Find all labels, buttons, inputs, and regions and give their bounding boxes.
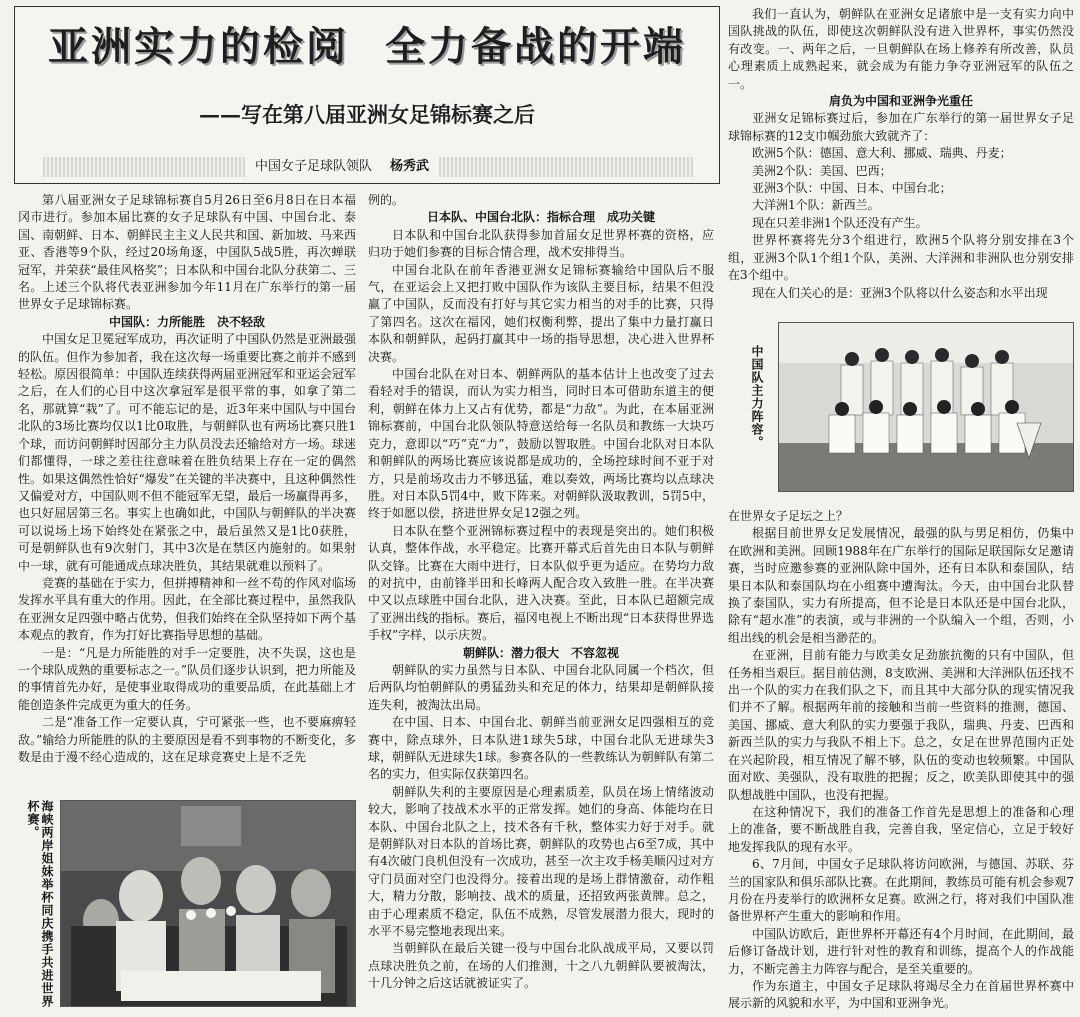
photo-team-image	[779, 323, 1074, 492]
article-column-2	[368, 192, 714, 993]
list-item: 亚洲3个队：中国、日本、中国台北；	[752, 181, 952, 196]
article-column-3-top	[728, 6, 1074, 302]
paragraph: 亚洲女足锦标赛过后，参加在广东举行的第一届世界女子足球锦标赛的12支巾帼劲旅大致就齐了：	[728, 111, 1074, 143]
subtitle: ——写在第八届亚洲女足锦标赛之后	[199, 102, 535, 127]
paragraph: 在这种情况下，我们的准备工作首先是思想上的准备和心理上的准备，要不断战胜自我，完善自我，坚定信心，立足于较好地发挥我队的现有水平。	[728, 804, 1074, 854]
paragraph: 我们一直认为，朝鲜队在亚洲女足诸旅中是一支有实力向中国队挑战的队伍，即使这次朝鲜队没有进入世界杯，事实仍然没有改变。一、两年之后，一旦朝鲜队在场上修养有所改善，队员心理素质上成熟起来，就会成为有能力争夺亚洲冠军的队伍之一。	[728, 7, 1074, 91]
paragraph: 朝鲜队的实力虽然与日本队、中国台北队同属一个档次，但后两队均怕朝鲜队的勇猛劲头和充足的体力，结果却是朝鲜队接连失利，被淘汰出局。	[368, 662, 714, 712]
paragraph: 中国台北队在前年香港亚洲女足锦标赛输给中国队后不服气，在亚运会上又把打败中国队作为该队主要目标，结果不但没赢了中国队，反而没有打好与其它实力相当的对手的比赛，只得了第四名。这次在福冈，她们权衡利弊，提出了集中力量打赢日本队和朝鲜队，起码打赢其中一场的指导思想，决心进入世界杯决赛。	[368, 262, 714, 364]
paragraph: 中国女足卫冕冠军成功，再次证明了中国队仍然是亚洲最强的队伍。但作为参加者，我在这次每一场重要比赛之前并不感到轻松。原因很简单：中国队连续获得两届亚洲冠军和亚运会冠军之后，在人们的心目中这次拿冠军是很平常的事，如拿了第二名，那就算“栽”了。可不能忘记的是，近3年来中国队与中国台北队的3场比赛均仅以1比0取胜，与朝鲜队也有两场比赛只胜1个球，而访问朝鲜时因部分主力队员没去还输给对方一场。球迷们都懂得，一球之差往往意味着在胜负结果上存在一定的偶然性。如果这偶然性恰好“爆发”在关键的半决赛中，且这种偶然性又偏爱对方，中国队则不但不能冠军无望，最后一场赢得再多，也只好屈居第三名。事实上也确如此，中国队与朝鲜队的半决赛可以说场上场下始终处在紧张之中，最后虽然又是1比0获胜，可是朝鲜队也有9次射门，其中3次是在禁区内施射的。如果射中一球，就有可能通成点球决胜负，其结果就难以预料了。	[18, 332, 356, 573]
paragraph: 例的。	[368, 193, 405, 207]
section-heading-japan-taipei: 日本队、中国台北队：指标合理 成功关键	[426, 210, 655, 225]
paragraph: 现在人们关心的是：亚洲3个队将以什么姿态和水平出现	[752, 285, 1048, 300]
headline-box	[14, 6, 720, 184]
paragraph: 作为东道主，中国女子足球队将竭尽全力在首届世界杯赛中展示新的风貌和水平，为中国和亚洲争光。	[728, 978, 1074, 1011]
paragraph: 根据目前世界女足发展情况，最强的队与男足相仿，仍集中在欧洲和美洲。回顾1988年在广东举行的国际足联国际女足邀请赛，当时应邀参赛的亚洲队除中国外，还有日本队和泰国队，结果日本队和泰国队均在小组赛中遭淘汰。今天，由中国台北队替换了泰国队，实力有所提高，但不论是日本队还是中国台北队，除有“超水准”的表演，或与非洲的一个队编入一个组，否则，小组出线的机会是相当渺茫的。	[728, 526, 1074, 645]
paragraph: 日本队在整个亚洲锦标赛过程中的表现是突出的。她们积极认真，整体作战，水平稳定。比赛开幕式后首先由日本队与朝鲜队交锋。比赛在大雨中进行，日本队似乎更为适应。在势均力敌的对抗中，由前锋半田和长峰两人配合攻入致胜一胜。在半决赛中又以点球胜中国台北队，进入决赛。至此，日本队已超额完成了亚洲出线的指标。赛后，福冈电视上不断出现“日本获得世界选手权”字样，以示庆贺。	[368, 523, 714, 643]
paragraph: 二是“准备工作一定要认真，宁可紧张一些，也不要麻痹轻敌。”输给力所能胜的队的主要原因是看不到事物的不断变化，多数是由于漫不经心造成的，这在足球竞赛史上是不乏先	[18, 715, 356, 764]
paragraph: 竞赛的基础在于实力，但拼搏精神和一丝不苟的作风对临场发挥水平具有重大的作用。因此，在全部比赛过程中，虽然我队在亚洲女足四强中略占优势，但我们始终在全队坚持如下两个基本观点的教育，作为打好比赛指导思想的基础。	[18, 575, 356, 643]
team-list	[728, 145, 1074, 232]
section-heading-honor: 肩负为中国和亚洲争光重任	[828, 94, 973, 109]
photo-caption-toast: 海峡两岸姐妹举杯同庆携手共进世界杯赛。	[26, 800, 54, 1008]
paragraph: 中国队访欧后，距世界杯开幕还有4个月时间，在此期间，最后修订备战计划，进行针对性的教育和训练，提高个人的作战能力，不断完善主力阵容与配合，是至关重要的。	[728, 926, 1074, 976]
paragraph: 6、7月间，中国女子足球队将访问欧洲，与德国、苏联、芬兰的国家队和俱乐部队比赛。在此期间，教练员可能有机会参观7月份在丹麦举行的欧洲杯女足赛。欧洲之行，将对我们中国队准备世界杯产生重大的影响和作用。	[728, 857, 1074, 924]
main-title-part1: 亚洲实力的检阅	[48, 24, 349, 70]
byline	[245, 157, 439, 177]
paragraph: 第八届亚洲女子足球锦标赛自5月26日至6月8日在日本福冈市进行。参加本届比赛的女子足球队有中国、中国台北、泰国、南朝鲜、日本、朝鲜民主主义人民共和国、新加坡、马来西亚、香港等9个队，经过20场角逐，中国队5战5胜，再次蝉联冠军，并荣获“最佳风格奖”；日本队和中国台北队分获第二、三名。上述三个队将代表亚洲参加今年11月在广东举行的第一届世界女子足球锦标赛。	[18, 193, 356, 312]
byline-author: 杨秀武	[390, 159, 430, 174]
paragraph: 一是：“凡是力所能胜的对手一定要胜，决不失误，这也是一个球队成熟的重要标志之一。”队员们逐步认识到，把力所能及的事情首先办好，是使事业取得成功的重要品质，在此基础上才能创造条件完成更为重大的任务。	[18, 645, 356, 712]
list-item: 大洋洲1个队：新西兰。	[752, 198, 880, 213]
paragraph: 日本队和中国台北队获得参加首届女足世界杯赛的资格，应归功于她们参赛的目标合情合理，战术安排得当。	[368, 227, 714, 260]
list-item: 欧洲5个队：德国、意大利、挪威、瑞典、丹麦；	[752, 146, 1012, 161]
paragraph: 朝鲜队失利的主要原因是心理素质差，队员在场上情绪波动较大，影响了技战术水平的正常发挥。她们的身高、体能均在日本队、中国台北队之上，技术各有千秋，整体实力好于对手。就是朝鲜队对日本队的首场比赛，朝鲜队的攻势也占6至7成，其中有4次破门良机但没有一次成功，甚至一次主攻手杨美顺闪过对方守门员面对空门也没得分。接着出现的是场上群情激奋，动作粗大，精力分散，影响技、战术的质量，还招致两张黄牌。总之，由于心理素质不稳定，队伍不成熟，尽管发展潜力很大，现时的水平不易完整地表现出来。	[368, 784, 714, 939]
paragraph: 中国台北队在对日本、朝鲜两队的基本估计上也改变了过去看轻对手的错误，而认为实力相当，同时日本可借助东道主的便利，朝鲜在体力上又占有优势，都是“力敌”。为此，在本届亚洲锦标赛前，中国台北队领队特意送给每一名队员和教练一大块巧克力，意即以“巧”克“力”，鼓励以智取胜。中国台北队对日本队和朝鲜队的两场比赛应该说都是成功的，全场控球时间不亚于对方，只是前场攻击力不够迅猛，难以奏效，两场比赛均以点球决胜。对日本队5罚4中，败下阵来。对朝鲜队汲取教训，5罚5中，终于如愿以偿，挤进世界女足12强之列。	[368, 367, 714, 521]
main-title	[15, 15, 719, 72]
main-title-part2: 全力备战的开端	[385, 24, 686, 70]
paragraph: 世界杯赛将先分3个组进行，欧洲5个队将分别安排在3个组，亚洲3个队1个组1个队，美洲、大洋洲和非洲队也分别安排在3个组中。	[728, 233, 1074, 283]
article-column-1	[18, 192, 356, 766]
paragraph: 在世界女子足坛之上？	[728, 509, 849, 523]
photo-toast-image	[61, 801, 356, 1007]
paragraph: 在中国、日本、中国台北、朝鲜当前亚洲女足四强相互的竞赛中，除点球外，日本队进1球失5球，中国台北队无进球失3球，朝鲜队无进球失1球。参赛各队的一些教练认为朝鲜队有第二名的实力，但实际仅获第四名。	[368, 715, 714, 782]
list-item: 现在只差非洲1个队还没有产生。	[752, 215, 928, 230]
paragraph: 在亚洲，目前有能力与欧美女足劲旅抗衡的只有中国队，但任务相当艰巨。据目前估测，8支欧洲、美洲和大洋洲队伍还找不出一个队的实力在我们队之下，而且其中大部分队的现实情况我们并不了解。根据两年前的接触和当前一些资料的推测，德国、美国、挪威、意大利队的实力要强于我队，瑞典、丹麦、巴西和新西兰队的实力与我队不相上下。总之，女足在世界范围内正处在兴起阶段，相互情况了解不够，队伍的变动也较频繁。中国队面对欧、美强队，没有取胜的把握；反之，欧美队即使其中的强队想战胜中国队，也没有把握。	[728, 648, 1074, 802]
paragraph: 当朝鲜队在最后关键一役与中国台北队战成平局，又要以罚点球决胜负之前，在场的人们推测，十之八九朝鲜队要被淘汰，十几分钟之后这话就被证实了。	[368, 941, 714, 991]
article-column-3-bottom	[728, 508, 1074, 1013]
byline-org: 中国女子足球队领队	[255, 159, 373, 174]
photo-caption-team: 中国队主力阵容。	[750, 345, 764, 449]
photo-toast-celebration	[60, 800, 356, 1007]
section-heading-china: 中国队：力所能胜 决不轻敌	[108, 314, 265, 329]
section-heading-korea: 朝鲜队：潜力很大 不容忽视	[462, 645, 619, 660]
list-item: 美洲2个队：美国、巴西；	[752, 163, 892, 178]
photo-team-lineup	[778, 322, 1074, 492]
